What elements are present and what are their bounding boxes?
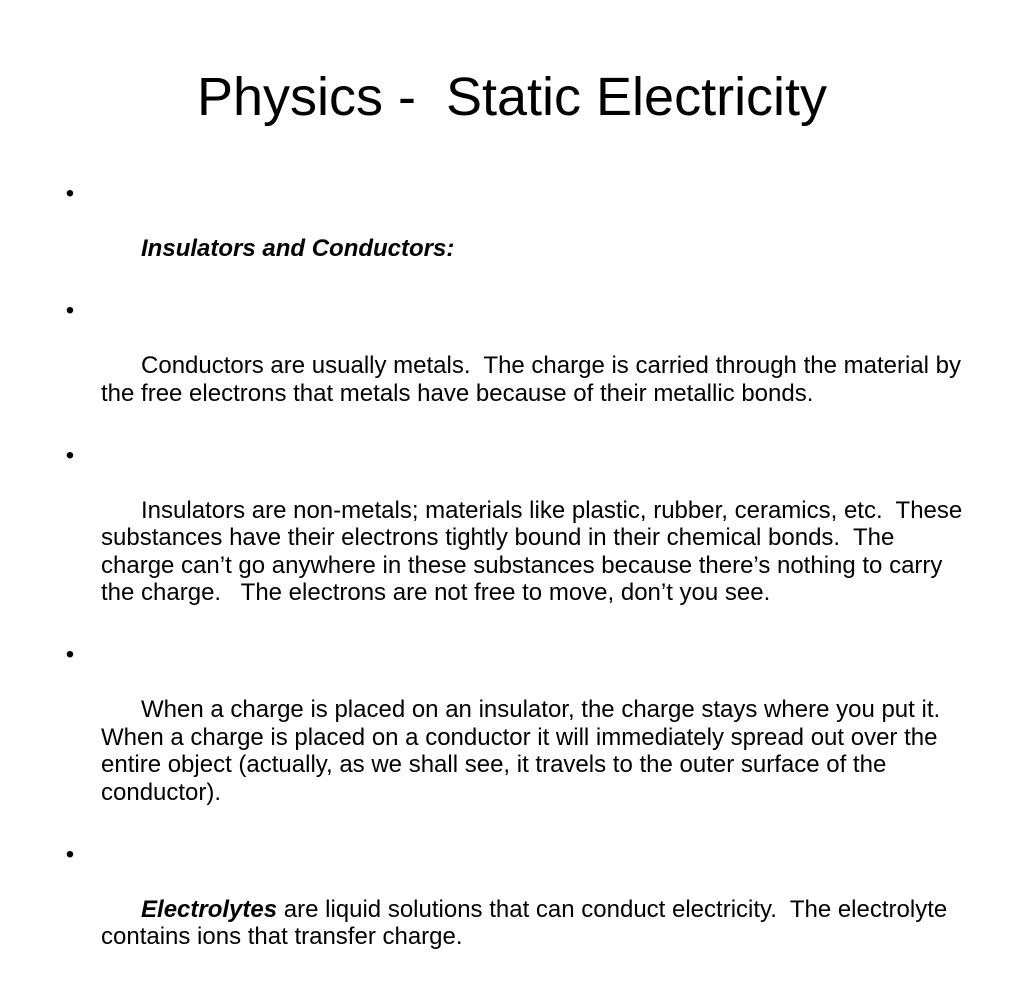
- bullet-electrolytes: [60, 841, 970, 979]
- bullet-icon: •: [65, 641, 75, 668]
- bullet-icon: •: [65, 297, 75, 324]
- bullet-heading-text: Insulators and Conductors:: [141, 235, 455, 262]
- bullet-icon: •: [65, 180, 75, 207]
- bullet-insulators-conductors-heading: [60, 180, 970, 290]
- bullet-charge-placement: [60, 641, 970, 834]
- bullet-conductors: [60, 297, 970, 435]
- bullet-text: Conductors are usually metals. The charge is carried through the material by the free electrons that metals have because of their metallic bonds.: [101, 352, 968, 407]
- bullet-insulators: [60, 442, 970, 635]
- bullet-icon: •: [65, 840, 75, 868]
- bullet-icon: •: [65, 441, 75, 469]
- bullet-list: [60, 180, 970, 985]
- bullet-text: Insulators are non-metals; materials like plastic, rubber, ceramics, etc. These substances have their electrons tightly bound in their chemical bonds. The charge can’t go anywhere in these substances because there’s nothing to carry the charge. The electrons are not free to move, don’t you see.: [101, 496, 969, 606]
- bullet-term-electrolytes: Electrolytes: [141, 895, 278, 923]
- slide-title: Physics - Static Electricity: [196, 67, 828, 127]
- bullet-text: are liquid solutions that can conduct electricity. The electrolyte contains ions that transfer charge.: [101, 895, 954, 950]
- bullet-text: When a charge is placed on an insulator, the charge stays where you put it. When a charge is placed on a conductor it will immediately spread out over the entire object (actually, as we shall see, it travels to the outer surface of the conductor).: [101, 696, 954, 806]
